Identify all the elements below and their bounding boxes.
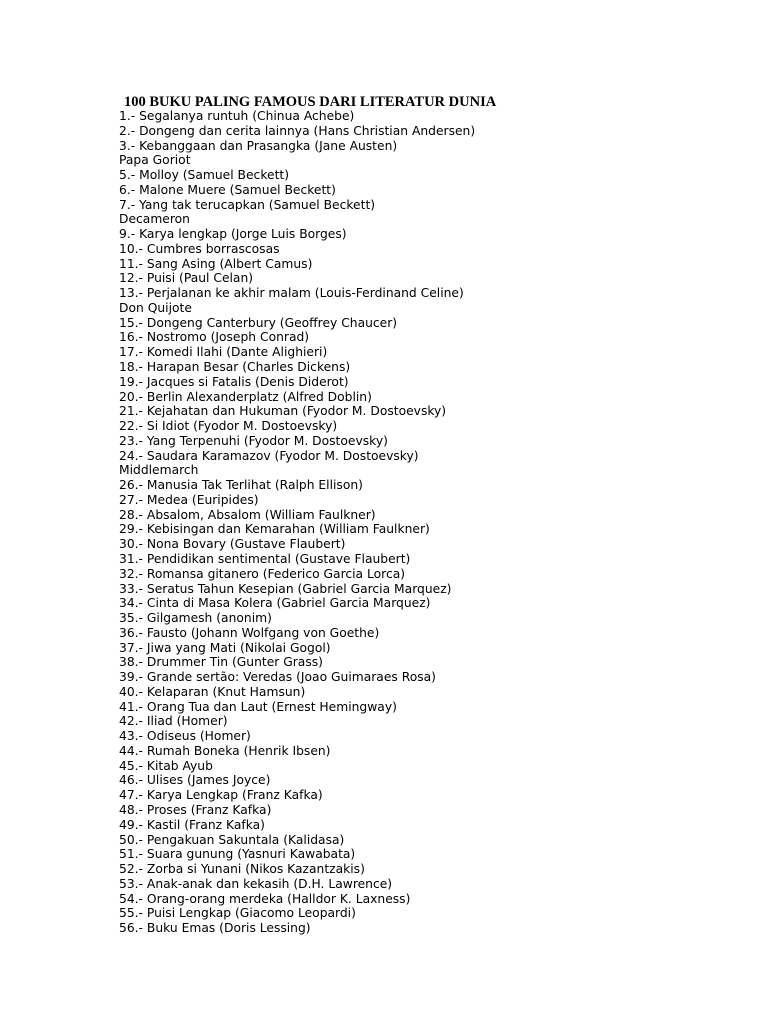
list-item: 37.- Jiwa yang Mati (Nikolai Gogol) [119, 640, 331, 655]
list-item: 41.- Orang Tua dan Laut (Ernest Hemingway) [119, 699, 397, 714]
list-item: 36.- Fausto (Johann Wolfgang von Goethe) [119, 625, 380, 640]
list-item: 45.- Kitab Ayub [119, 758, 213, 773]
list-item: 46.- Ulises (James Joyce) [119, 773, 271, 788]
list-item: 30.- Nona Bovary (Gustave Flaubert) [119, 537, 346, 552]
list-item: 28.- Absalom, Absalom (William Faulkner) [119, 507, 376, 522]
list-item: 22.- Si Idiot (Fyodor M. Dostoevsky) [119, 419, 338, 434]
list-item: 19.- Jacques si Fatalis (Denis Diderot) [119, 374, 349, 389]
list-item: Middlemarch [119, 463, 199, 478]
list-item: 44.- Rumah Boneka (Henrik Ibsen) [119, 743, 331, 758]
list-item: 5.- Molloy (Samuel Beckett) [119, 168, 290, 183]
list-item: 52.- Zorba si Yunani (Nikos Kazantzakis) [119, 862, 365, 877]
list-item: 9.- Karya lengkap (Jorge Luis Borges) [119, 227, 347, 242]
list-item: 49.- Kastil (Franz Kafka) [119, 817, 265, 832]
list-item: 35.- Gilgamesh (anonim) [119, 611, 272, 626]
list-item: 13.- Perjalanan ke akhir malam (Louis-Ferdinand Celine) [119, 286, 464, 301]
document-title: 100 BUKU PALING FAMOUS DARI LITERATUR DUNIA [124, 94, 497, 110]
list-item: 12.- Puisi (Paul Celan) [119, 271, 254, 286]
list-item: 39.- Grande sertão: Veredas (Joao Guimaraes Rosa) [119, 670, 436, 685]
list-item: 38.- Drummer Tin (Gunter Grass) [119, 655, 323, 670]
list-item: 16.- Nostromo (Joseph Conrad) [119, 330, 310, 345]
book-list [119, 109, 475, 936]
list-item: 48.- Proses (Franz Kafka) [119, 802, 272, 817]
list-item: 10.- Cumbres borrascosas [119, 241, 280, 256]
list-item: 55.- Puisi Lengkap (Giacomo Leopardi) [119, 906, 356, 921]
list-item: 32.- Romansa gitanero (Federico Garcia Lorca) [119, 566, 406, 581]
list-item: 42.- Iliad (Homer) [119, 714, 228, 729]
list-item: 24.- Saudara Karamazov (Fyodor M. Dostoevsky) [119, 448, 419, 463]
list-item: 47.- Karya Lengkap (Franz Kafka) [119, 788, 323, 803]
list-item: 54.- Orang-orang merdeka (Halldor K. Laxness) [119, 891, 411, 906]
list-item: 51.- Suara gunung (Yasnuri Kawabata) [119, 847, 356, 862]
list-item: 50.- Pengakuan Sakuntala (Kalidasa) [119, 832, 345, 847]
list-item: 15.- Dongeng Canterbury (Geoffrey Chaucer) [119, 315, 398, 330]
list-item: 26.- Manusia Tak Terlihat (Ralph Ellison) [119, 478, 363, 493]
list-item: Don Quijote [119, 300, 192, 315]
list-item: 6.- Malone Muere (Samuel Beckett) [119, 182, 336, 197]
list-item: 7.- Yang tak terucapkan (Samuel Beckett) [119, 197, 376, 212]
list-item: Decameron [119, 212, 190, 227]
list-item: 1.- Segalanya runtuh (Chinua Achebe) [119, 109, 355, 123]
list-item: Papa Goriot [119, 153, 191, 168]
list-item: 18.- Harapan Besar (Charles Dickens) [119, 360, 351, 375]
list-item: 17.- Komedi Ilahi (Dante Alighieri) [119, 345, 328, 360]
list-item: 2.- Dongeng dan cerita lainnya (Hans Christian Andersen) [119, 123, 476, 138]
list-item: 40.- Kelaparan (Knut Hamsun) [119, 684, 306, 699]
list-item: 20.- Berlin Alexanderplatz (Alfred Doblin) [119, 389, 372, 404]
list-item: 29.- Kebisingan dan Kemarahan (William Faulkner) [119, 522, 430, 537]
list-item: 23.- Yang Terpenuhi (Fyodor M. Dostoevsky) [119, 433, 388, 448]
list-item: 31.- Pendidikan sentimental (Gustave Flaubert) [119, 551, 411, 566]
list-item: 3.- Kebanggaan dan Prasangka (Jane Austen) [119, 138, 398, 153]
list-item: 21.- Kejahatan dan Hukuman (Fyodor M. Dostoevsky) [119, 404, 447, 419]
list-item: 34.- Cinta di Masa Kolera (Gabriel Garcia Marquez) [119, 596, 431, 611]
list-item: 11.- Sang Asing (Albert Camus) [119, 256, 313, 271]
list-item: 56.- Buku Emas (Doris Lessing) [119, 921, 311, 936]
list-item: 43.- Odiseus (Homer) [119, 729, 251, 744]
list-item: 33.- Seratus Tahun Kesepian (Gabriel Garcia Marquez) [119, 581, 452, 596]
list-item: 53.- Anak-anak dan kekasih (D.H. Lawrence) [119, 876, 393, 891]
list-item: 27.- Medea (Euripides) [119, 492, 259, 507]
